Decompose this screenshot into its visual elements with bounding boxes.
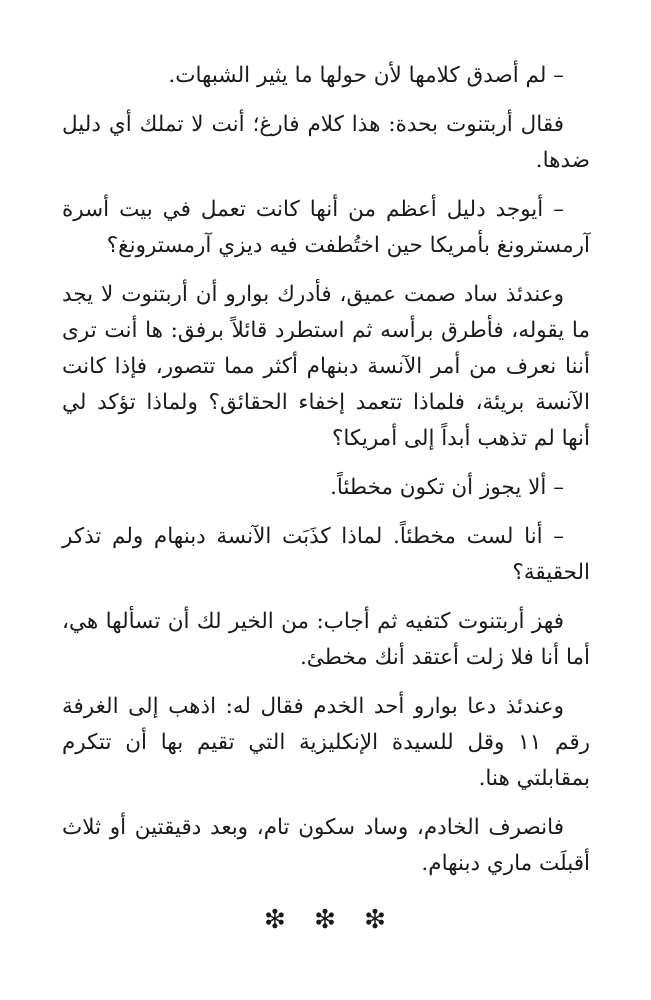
paragraph-1: – لم أصدق كلامها لأن حولها ما يثير الشبهات. [168, 63, 564, 88]
paragraph-7: فهز أربتنوت كتفيه ثم أجاب: من الخير لك أن تسألها هي، أما أنا فلا زلت أعتقد أنك مخطئ. [62, 609, 590, 670]
section-separator [62, 902, 590, 938]
asterism-mark-2: ❇ [314, 905, 338, 935]
paragraph-6: – أنا لست مخطئاً. لماذا كذَبَت الآنسة دبنهام ولم تذكر الحقيقة؟ [62, 524, 590, 585]
paragraph-5: – ألا يجوز أن تكون مخطئاً. [330, 475, 564, 500]
paragraph-4: وعندئذ ساد صمت عميق، فأدرك بوارو أن أربتنوت لا يجد ما يقوله، فأطرق برأسه ثم استطرد قائلاً برفق: ها أنت ترى أننا نعرف من أمر الآنسة دبنهام أكثر مما تتصور، فإذا كانت الآنسة بريئة، فلماذا تتعمد إخفاء الحقائق؟ ولماذا تؤكد لي أنها لم تذهب أبداً إلى أمريكا؟ [62, 282, 590, 451]
paragraph-2: فقال أربتنوت بحدة: هذا كلام فارغ؛ أنت لا تملك أي دليل ضدها. [62, 112, 590, 173]
paragraph-8: وعندئذ دعا بوارو أحد الخدم فقال له: اذهب إلى الغرفة رقم ١١ وقل للسيدة الإنكليزية التي تقيم بها أن تتكرم بمقابلتي هنا. [62, 694, 590, 791]
page-body [62, 58, 590, 938]
asterism-mark-1: ❇ [264, 905, 288, 935]
paragraph-3: – أيوجد دليل أعظم من أنها كانت تعمل في بيت أسرة آرمسترونغ بأمريكا حين اختُطفت فيه ديزي آرمسترونغ؟ [62, 197, 590, 258]
asterism-mark-3: ❇ [364, 905, 388, 935]
paragraph-9: فانصرف الخادم، وساد سكون تام، وبعد دقيقتين أو ثلاث أقبلَت ماري دبنهام. [62, 815, 590, 876]
